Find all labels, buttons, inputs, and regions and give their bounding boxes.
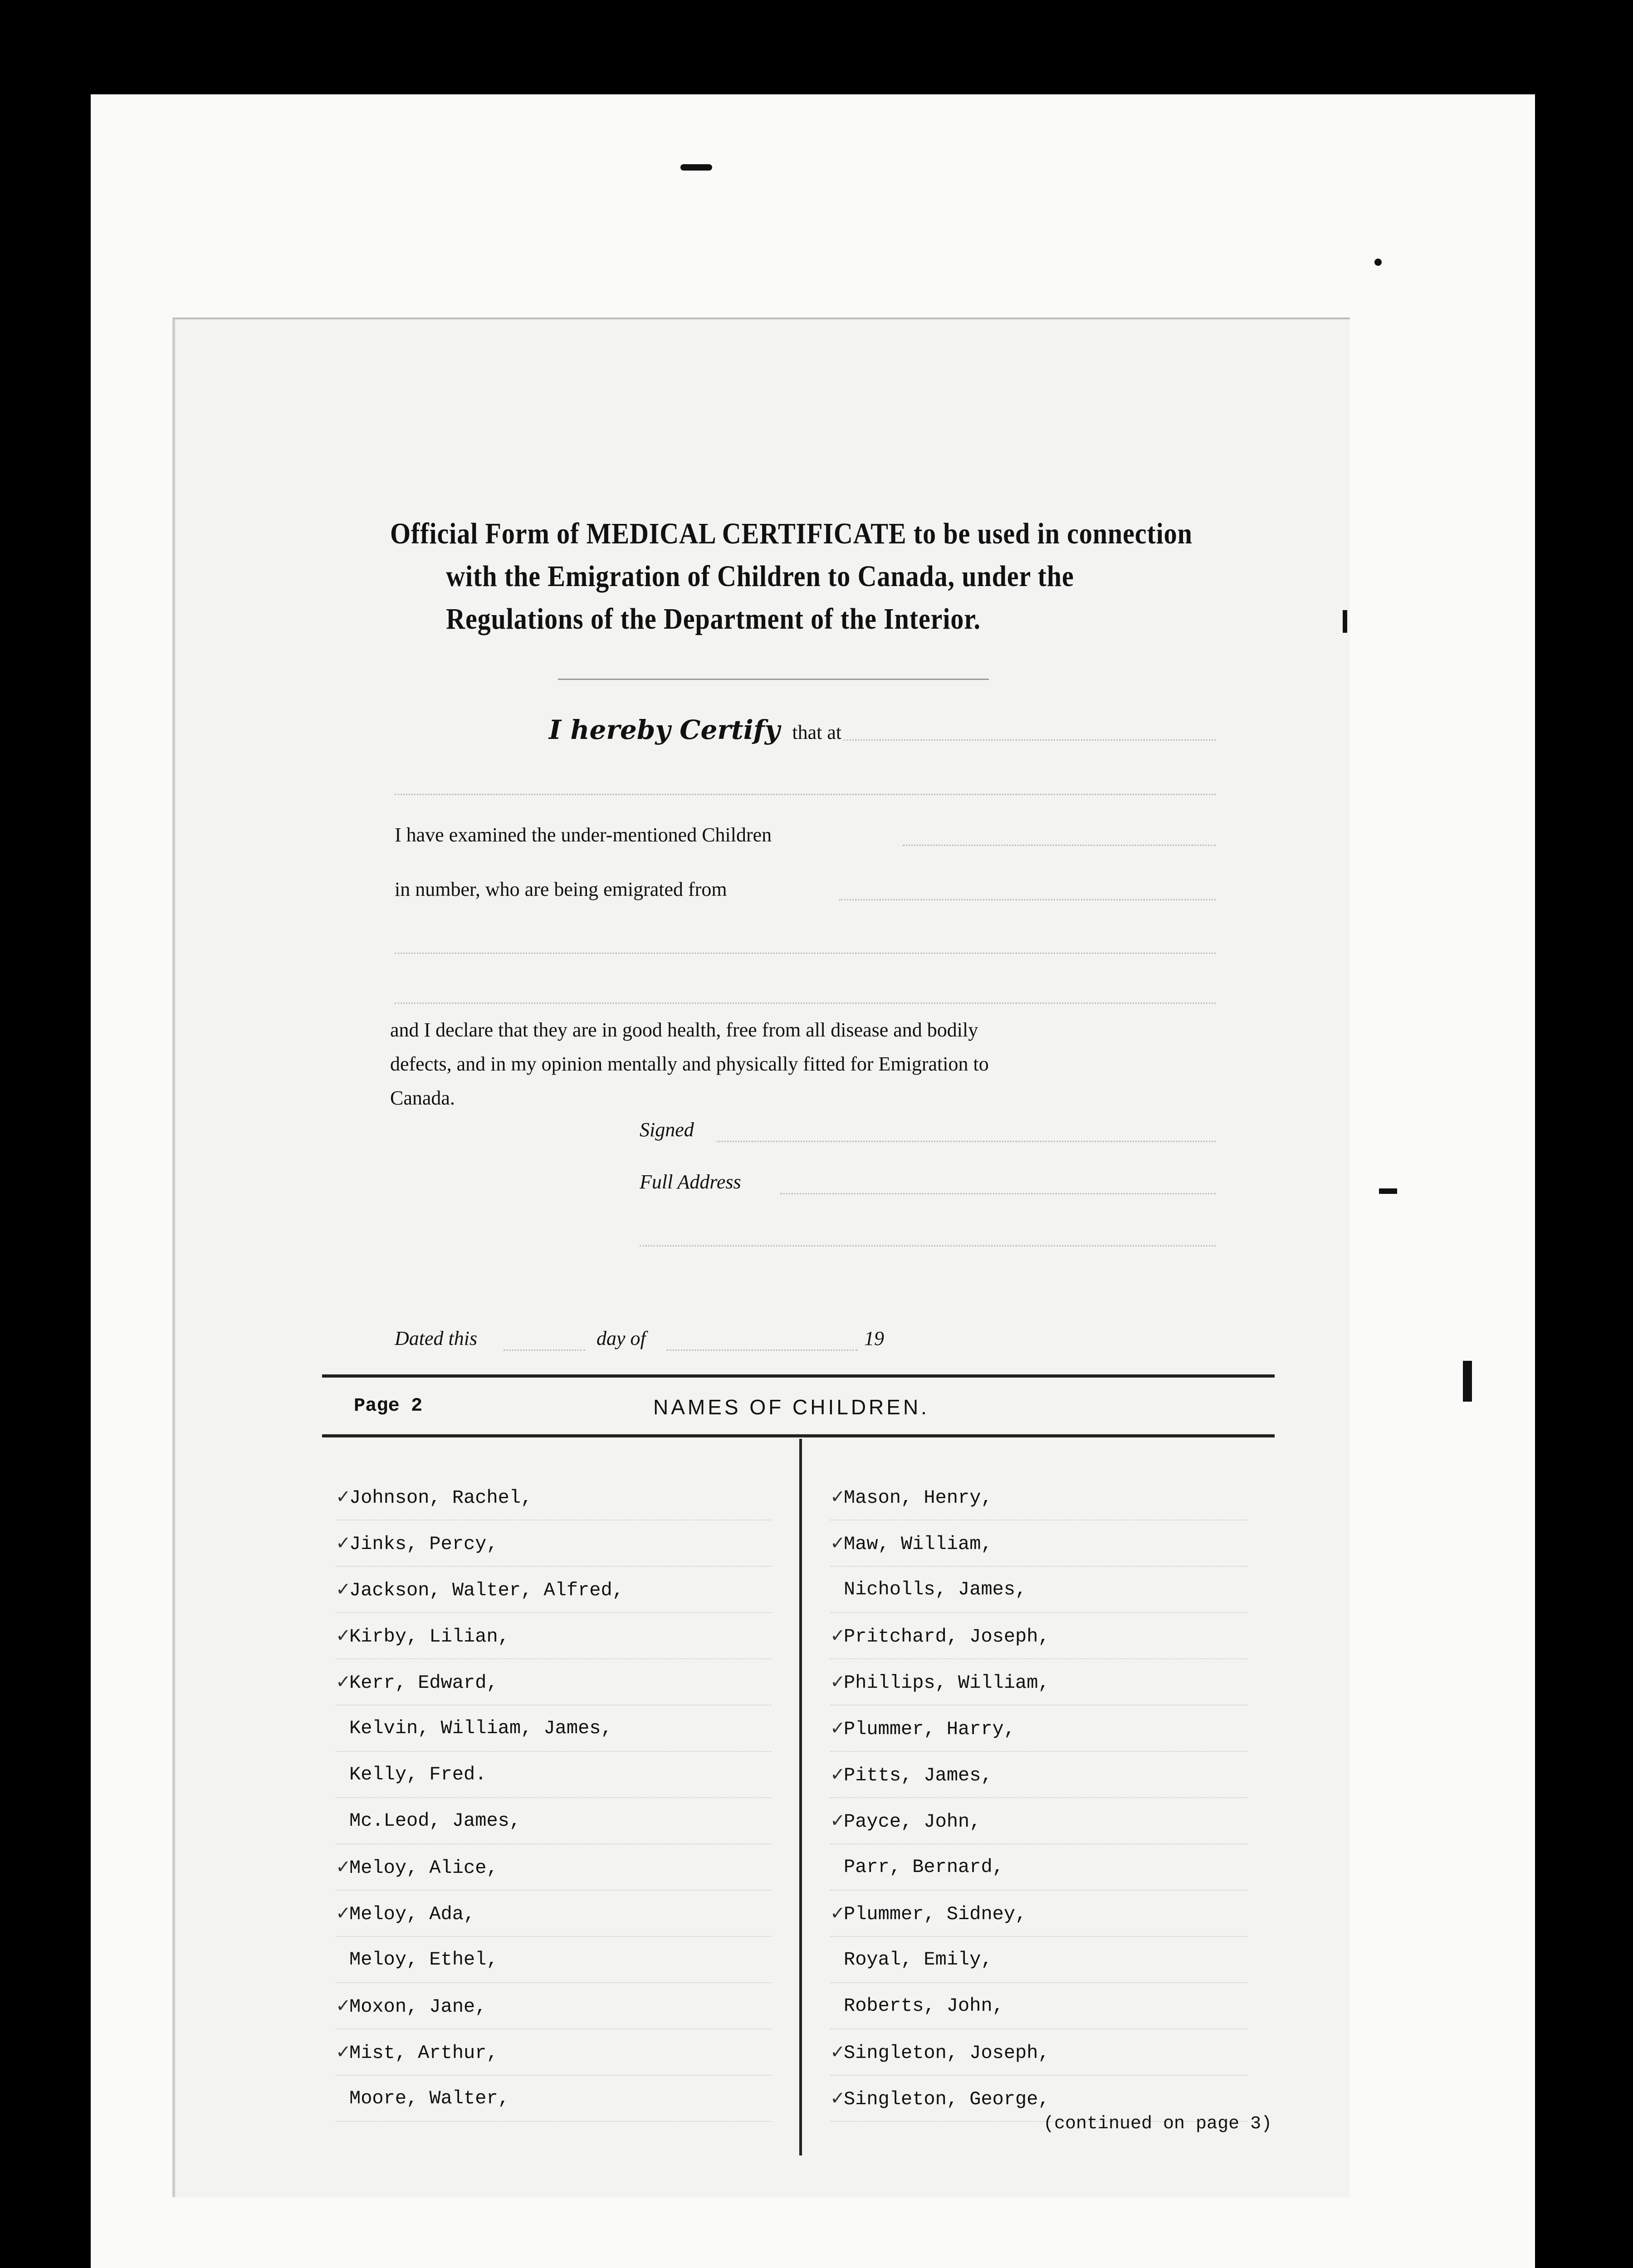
scan-mark	[680, 164, 712, 171]
child-name: Maw, William,	[844, 1533, 993, 1555]
name-entry	[830, 1798, 1247, 1844]
declaration-line: and I declare that they are in good health, free from all disease and bodily	[390, 1019, 978, 1041]
signed-label: Signed	[640, 1119, 694, 1141]
child-name: Mc.Leod, James,	[349, 1810, 521, 1832]
child-name: Kelly, Fred.	[349, 1764, 487, 1785]
blank-line	[395, 953, 1216, 954]
heading-line: Official Form of MEDICAL CERTIFICATE to be used in connection	[390, 517, 1193, 550]
check-mark-icon: ✓	[336, 1533, 351, 1554]
check-mark-icon: ✓	[830, 1810, 846, 1831]
examined-text: I have examined the under-mentioned Children	[395, 824, 772, 846]
check-mark-icon: ✓	[830, 1672, 846, 1692]
child-name: Jackson, Walter, Alfred,	[349, 1579, 624, 1601]
blank-line	[395, 794, 1216, 795]
check-mark-icon: ✓	[336, 2042, 351, 2063]
names-title: NAMES OF CHILDREN.	[653, 1395, 929, 1419]
child-name: Pitts, James,	[844, 1765, 993, 1786]
hereby-certify: I hereby Certify	[549, 714, 780, 745]
in-number-text: in number, who are being emigrated from	[395, 878, 727, 900]
child-name: Meloy, Ethel,	[349, 1949, 498, 1970]
check-mark-icon: ✓	[336, 1903, 351, 1924]
check-mark-icon: ✓	[336, 1995, 351, 2016]
declaration-line: defects, and in my opinion mentally and physically fitted for Emigration to	[390, 1053, 989, 1075]
certificate-heading	[390, 513, 1193, 640]
child-name: Roberts, John,	[844, 1995, 1004, 2017]
heading-line: with the Emigration of Children to Canada, under the	[446, 560, 1074, 593]
dated-this-label: Dated this	[395, 1327, 478, 1349]
child-name: Moxon, Jane,	[349, 1996, 487, 2018]
name-entry	[830, 1937, 1247, 1983]
that-at-label: that at	[792, 721, 842, 743]
name-entry	[830, 1983, 1247, 2029]
check-mark-icon: ✓	[830, 2088, 846, 2109]
child-name: Meloy, Alice,	[349, 1857, 498, 1879]
check-mark-icon: ✓	[336, 1672, 351, 1692]
name-entry	[336, 1567, 771, 1613]
scan-mark	[1463, 1361, 1472, 1402]
certify-line	[549, 714, 841, 745]
signature-line	[717, 1141, 1216, 1142]
name-entry	[336, 1752, 771, 1798]
name-entry	[830, 1567, 1247, 1613]
check-mark-icon: ✓	[830, 1903, 846, 1924]
name-entry	[830, 1613, 1247, 1659]
address-line	[780, 1193, 1216, 1194]
name-entry	[336, 1844, 771, 1891]
name-entry	[336, 1520, 771, 1567]
name-entry	[830, 1659, 1247, 1706]
page-number: Page 2	[354, 1395, 423, 1417]
continued-note: (continued on page 3)	[1043, 2114, 1272, 2134]
check-mark-icon: ✓	[830, 1625, 846, 1646]
name-entry	[830, 1752, 1247, 1798]
check-mark-icon: ✓	[830, 1718, 846, 1739]
address-label: Full Address	[640, 1171, 741, 1193]
child-name: Parr, Bernard,	[844, 1856, 1004, 1878]
name-entry	[830, 1520, 1247, 1567]
blank-line	[903, 845, 1216, 846]
check-mark-icon: ✓	[336, 1625, 351, 1646]
left-names-list	[336, 1474, 771, 2122]
address-line	[640, 1245, 1216, 1246]
blank-line	[667, 1349, 857, 1351]
child-name: Singleton, George,	[844, 2088, 1050, 2110]
scan-mark	[1343, 610, 1347, 633]
table-top-rule	[322, 1374, 1275, 1378]
child-name: Meloy, Ada,	[349, 1903, 475, 1925]
day-of-label: day of	[596, 1327, 646, 1349]
name-entry	[830, 1474, 1247, 1520]
table-header-rule	[322, 1434, 1275, 1437]
name-entry	[830, 1844, 1247, 1891]
name-entry	[830, 1706, 1247, 1752]
blank-line	[504, 1349, 585, 1351]
child-name: Plummer, Sidney,	[844, 1903, 1027, 1925]
child-name: Kelvin, William, James,	[349, 1717, 612, 1739]
child-name: Jinks, Percy,	[349, 1533, 498, 1555]
name-entry	[336, 1706, 771, 1752]
child-name: Phillips, William,	[844, 1672, 1050, 1694]
blank-line	[844, 739, 1216, 741]
child-name: Pritchard, Joseph,	[844, 1626, 1050, 1647]
blank-line	[395, 1002, 1216, 1004]
name-entry	[336, 2029, 771, 2076]
column-divider	[799, 1439, 802, 2156]
child-name: Payce, John,	[844, 1811, 981, 1833]
check-mark-icon: ✓	[830, 1533, 846, 1554]
scan-mark	[1374, 259, 1382, 266]
check-mark-icon: ✓	[830, 2042, 846, 2063]
name-entry	[336, 1613, 771, 1659]
child-name: Moore, Walter,	[349, 2087, 509, 2109]
child-name: Kerr, Edward,	[349, 1672, 498, 1694]
child-name: Mist, Arthur,	[349, 2042, 498, 2064]
check-mark-icon: ✓	[336, 1579, 351, 1600]
name-entry	[336, 1937, 771, 1983]
year-label: 19	[864, 1327, 884, 1349]
check-mark-icon: ✓	[336, 1486, 351, 1507]
child-name: Mason, Henry,	[844, 1487, 993, 1509]
check-mark-icon: ✓	[830, 1764, 846, 1785]
blank-line	[839, 899, 1216, 900]
heading-line: Regulations of the Department of the Interior.	[446, 602, 981, 635]
name-entry	[336, 1474, 771, 1520]
name-entry	[830, 2029, 1247, 2076]
check-mark-icon: ✓	[830, 1486, 846, 1507]
name-entry	[336, 1659, 771, 1706]
right-names-list	[830, 1474, 1247, 2122]
child-name: Johnson, Rachel,	[349, 1487, 533, 1509]
name-entry	[830, 1891, 1247, 1937]
child-name: Nicholls, James,	[844, 1579, 1027, 1600]
name-entry	[336, 1891, 771, 1937]
child-name: Plummer, Harry,	[844, 1718, 1016, 1740]
divider	[558, 679, 989, 680]
child-name: Royal, Emily,	[844, 1949, 993, 1970]
child-name: Singleton, Joseph,	[844, 2042, 1050, 2064]
name-entry	[336, 2076, 771, 2122]
name-entry	[336, 1983, 771, 2029]
declaration-line: Canada.	[390, 1087, 455, 1109]
name-entry	[336, 1798, 771, 1844]
child-name: Kirby, Lilian,	[349, 1626, 509, 1647]
scan-mark	[1379, 1188, 1397, 1194]
check-mark-icon: ✓	[336, 1857, 351, 1877]
